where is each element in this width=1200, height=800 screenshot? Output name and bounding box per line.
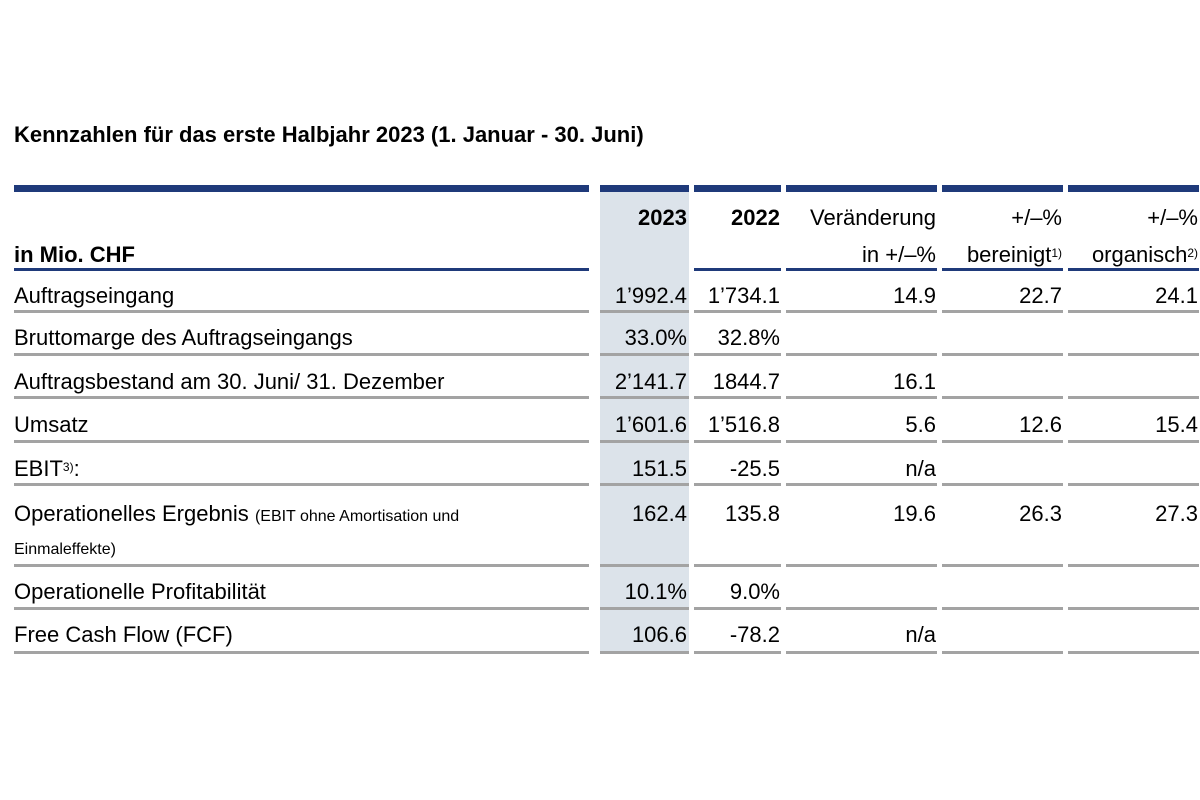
cell-change: 14.9 [893, 283, 936, 308]
row-label: Operationelles Ergebnis (EBIT ohne Amortisation und [14, 501, 460, 526]
cell-organic: 27.3 [1155, 501, 1198, 526]
header-2023: 2023 [638, 205, 687, 230]
row-divider [14, 607, 1199, 610]
header-rule-change [786, 268, 937, 271]
cell-2022: 135.8 [724, 501, 780, 526]
column-gap [689, 305, 694, 655]
top-rule-2022 [694, 185, 781, 192]
footnote-2-marker: 2) [1187, 246, 1198, 260]
header-organic-line2: organisch$^{2)}$ [1091, 242, 1198, 267]
header-rule-organic [1068, 268, 1199, 271]
cell-2023: 33.0% [624, 325, 687, 350]
row-label: Operationelle Profitabilität [14, 579, 266, 604]
row-label-note-line2: Einmaleffekte) [14, 541, 116, 558]
row-divider [14, 483, 1199, 486]
row-divider [14, 564, 1199, 567]
cell-2023: 151.5 [631, 456, 687, 481]
cell-change: n/a [905, 456, 936, 481]
cell-organic: 24.1 [1155, 283, 1198, 308]
top-rule-adjusted [942, 185, 1063, 192]
row-label: Bruttomarge des Auftragseingangs [14, 325, 353, 350]
header-adjusted-line1: +/–% [1011, 205, 1062, 230]
top-rule-label [14, 185, 589, 192]
cell-2023: 162.4 [631, 501, 687, 526]
row-divider [14, 396, 1199, 399]
header-change-line2: in +/–% [862, 242, 936, 267]
header-change-line1: Veränderung [810, 205, 936, 230]
cell-organic: 15.4 [1155, 412, 1198, 437]
row-divider [14, 310, 1199, 313]
column-gap [937, 305, 942, 655]
top-rule-change [786, 185, 937, 192]
header-rule-adjusted [942, 268, 1063, 271]
row-divider [14, 353, 1199, 356]
cell-change: 19.6 [893, 501, 936, 526]
cell-2023: 1’992.4 [614, 283, 687, 308]
cell-2023: 1’601.6 [614, 412, 687, 437]
cell-2023: 2’141.7 [614, 369, 687, 394]
cell-change: 5.6 [905, 412, 936, 437]
cell-adjusted: 26.3 [1019, 501, 1062, 526]
row-label-note: (EBIT ohne Amortisation und [254, 508, 460, 525]
footnote-3-marker: 3) [62, 460, 74, 474]
column-gap [589, 305, 600, 655]
cell-change: 16.1 [893, 369, 936, 394]
cell-2022: -25.5 [729, 456, 780, 481]
cell-2023: 106.6 [631, 622, 687, 647]
row-divider [14, 651, 1199, 654]
row-label: Auftragsbestand am 30. Juni/ 31. Dezember [14, 369, 445, 394]
top-rule-2023 [600, 185, 689, 192]
row-label: Auftragseingang [14, 283, 175, 308]
unit-label: in Mio. CHF [14, 242, 135, 267]
row-label: EBIT$^{3)}$: [14, 456, 80, 481]
cell-2022: -78.2 [729, 622, 780, 647]
column-gap [781, 305, 786, 655]
cell-change: n/a [905, 622, 936, 647]
header-adjusted-line2: bereinigt$^{1)}$ [966, 242, 1062, 267]
footnote-1-marker: 1) [1051, 246, 1062, 260]
row-label: Free Cash Flow (FCF) [14, 622, 233, 647]
header-organic-line1: +/–% [1147, 205, 1198, 230]
header-rule-2022 [694, 268, 781, 271]
cell-adjusted: 12.6 [1019, 412, 1062, 437]
row-divider [14, 440, 1199, 443]
header-rule-label [14, 268, 589, 271]
row-label: Umsatz [14, 412, 89, 437]
cell-2022: 1’516.8 [707, 412, 780, 437]
cell-2022: 1844.7 [712, 369, 780, 394]
table-title: Kennzahlen für das erste Halbjahr 2023 (1. Januar - 30. Juni) [14, 122, 644, 147]
header-2022: 2022 [731, 205, 780, 230]
cell-2023: 10.1% [624, 579, 687, 604]
top-rule-organic [1068, 185, 1199, 192]
cell-2022: 32.8% [717, 325, 780, 350]
cell-adjusted: 22.7 [1019, 283, 1062, 308]
cell-2022: 9.0% [729, 579, 780, 604]
column-gap [1063, 305, 1068, 655]
cell-2022: 1’734.1 [707, 283, 780, 308]
